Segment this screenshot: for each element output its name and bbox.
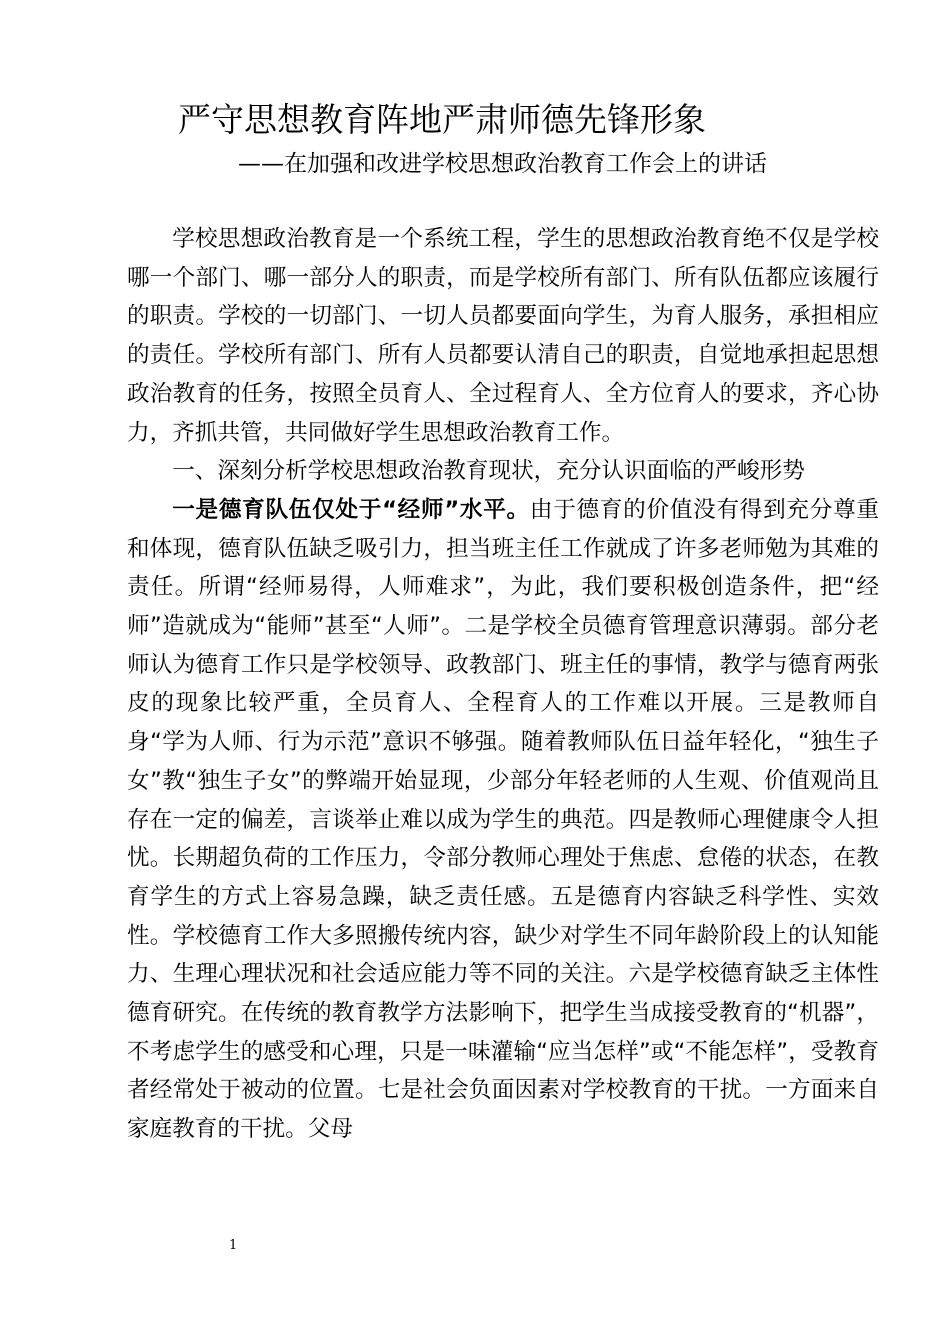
intro-paragraph: 学校思想政治教育是一个系统工程，学生的思想政治教育绝不仅是学校哪一个部门、哪一部分人的职责，而是学校所有部门、所有队伍都应该履行的职责。学校的一切部门、一切人员都要面向学生，为育人服务，承担相应的责任。学校所有部门、所有人员都要认清自己的职责，自觉地承担起思想政治教育的任务，按照全员育人、全过程育人、全方位育人的要求，齐心协力，齐抓共管，共同做好学生思想政治教育工作。 bbox=[127, 226, 879, 446]
document-title: 严守思想教育阵地严肃师德先锋形象 bbox=[178, 100, 706, 139]
point-paragraph bbox=[127, 491, 879, 1149]
point-lead: 一是德育队伍仅处于“经师”水平。 bbox=[172, 496, 530, 523]
section-heading: 一、深刻分析学校思想政治教育现状，充分认识面临的严峻形势 bbox=[172, 458, 805, 485]
point-body: 由于德育的价值没有得到充分尊重和体现，德育队伍缺乏吸引力，担当班主任工作就成了许多老师勉为其难的责任。所谓“经师易得，人师难求”，为此，我们要积极创造条件，把“经师”造就成为“能师”甚至“人师”。二是学校全员德育管理意识薄弱。部分老师认为德育工作只是学校领导、政教部门、班主任的事情，教学与德育两张皮的现象比较严重，全员育人、全程育人的工作难以开展。三是教师自身“学为人师、行为示范”意识不够强。随着教师队伍日益年轻化，“独生子女”教“独生子女”的弊端开始显现，少部分年轻老师的人生观、价值观尚且存在一定的偏差，言谈举止难以成为学生的典范。四是教师心理健康令人担忧。长期超负荷的工作压力，令部分教师心理处于焦虑、怠倦的状态，在教育学生的方式上容易急躁，缺乏责任感。五是德育内容缺乏科学性、实效性。学校德育工作大多照搬传统内容，缺少对学生不同年龄阶段上的认知能力、生理心理状况和社会适应能力等不同的关注。六是学校德育缺乏主体性德育研究。在传统的教育教学方法影响下，把学生当成接受教育的“机器”，不考虑学生的感受和心理，只是一味灌输“应当怎样”或“不能怎样”，受教育者经常处于被动的位置。七是社会负面因素对学校教育的干扰。一方面来自家庭教育的干扰。父母 bbox=[127, 496, 879, 1143]
document-body bbox=[127, 220, 879, 1149]
page-number: 1 bbox=[229, 1238, 238, 1253]
document-subtitle: ——在加强和改进学校思想政治教育工作会上的讲话 bbox=[238, 151, 767, 177]
